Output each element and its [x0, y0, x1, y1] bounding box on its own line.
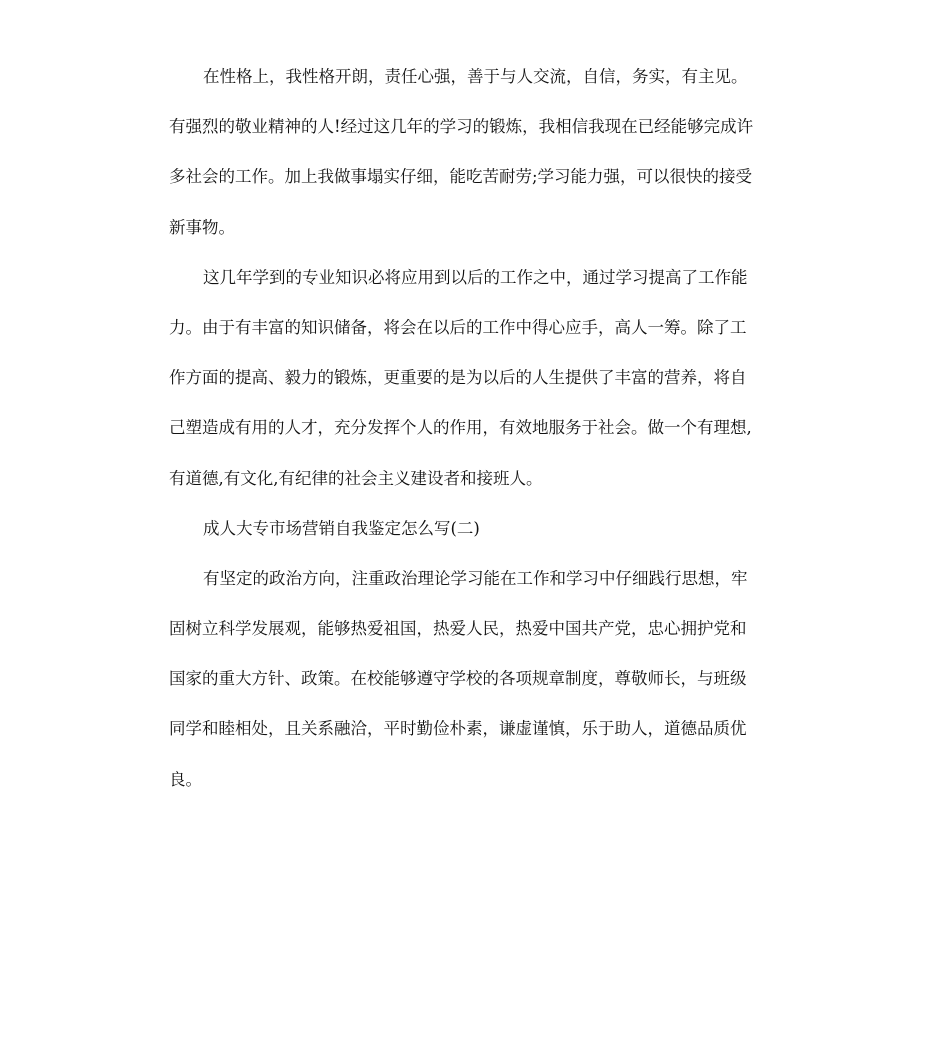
paragraph-1-line-4: 新事物。 [169, 217, 235, 237]
paragraph-2-line-5: 有道德,有文化,有纪律的社会主义建设者和接班人。 [169, 468, 543, 488]
paragraph-3-line-3: 国家的重大方针、政策。在校能够遵守学校的各项规章制度，尊敬师长，与班级 [169, 669, 747, 689]
paragraph-3-line-5: 良。 [169, 769, 202, 789]
paragraph-3-line-4: 同学和睦相处，且关系融洽，平时勤俭朴素，谦虚谨慎，乐于助人，道德品质优 [169, 719, 747, 739]
paragraph-2-line-1: 这几年学到的专业知识必将应用到以后的工作之中，通过学习提高了工作能 [203, 267, 748, 287]
document-body [169, 60, 781, 813]
paragraph-1-line-3: 多社会的工作。加上我做事塌实仔细，能吃苦耐劳;学习能力强，可以很快的接受 [169, 167, 753, 187]
paragraph-2-line-4: 己塑造成有用的人才，充分发挥个人的作用，有效地服务于社会。做一个有理想, [169, 418, 752, 438]
section-heading: 成人大专市场营销自我鉴定怎么写(二) [203, 518, 480, 538]
paragraph-3-line-1: 有坚定的政治方向，注重政治理论学习能在工作和学习中仔细践行思想，牢 [203, 568, 748, 588]
paragraph-3-line-2: 固树立科学发展观，能够热爱祖国，热爱人民，热爱中国共产党，忠心拥护党和 [169, 619, 747, 639]
paragraph-2-line-2: 力。由于有丰富的知识储备，将会在以后的工作中得心应手，高人一筹。除了工 [169, 317, 747, 337]
paragraph-1-line-2: 有强烈的敬业精神的人!经过这几年的学习的锻炼，我相信我现在已经能够完成许 [169, 117, 754, 137]
paragraph-1-line-1: 在性格上，我性格开朗，责任心强，善于与人交流，自信，务实，有主见。 [203, 67, 748, 86]
paragraph-2-line-3: 作方面的提高、毅力的锻炼，更重要的是为以后的人生提供了丰富的营养，将自 [169, 368, 747, 388]
